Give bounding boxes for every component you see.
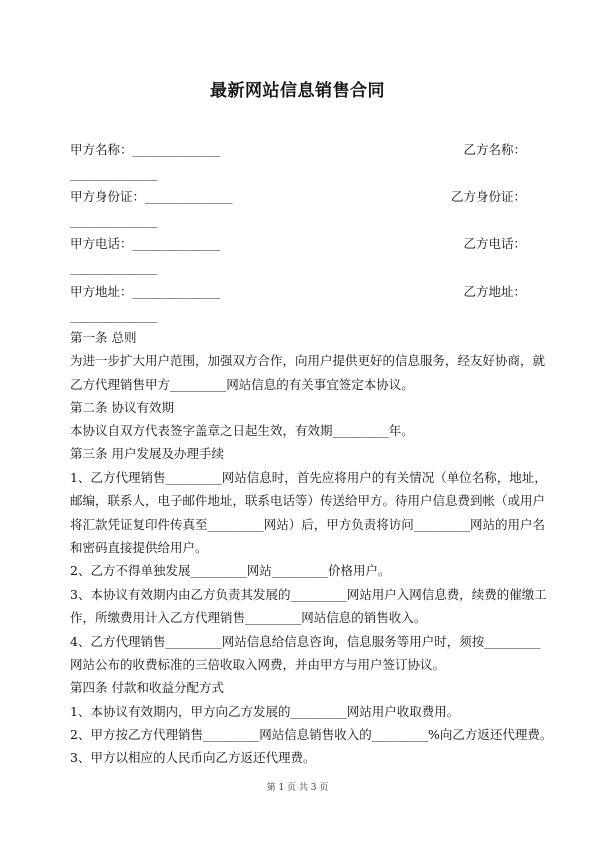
article-4-heading: 第四条 付款和收益分配方式 bbox=[70, 680, 224, 695]
body-line: 乙方代理销售甲方_________网站信息的有关事宜签定本协议。 bbox=[70, 377, 414, 392]
party-b-name-blank: ______________ bbox=[70, 166, 158, 181]
party-row-id bbox=[70, 189, 526, 205]
body-line: 1、本协议有效期内，甲方向乙方发展的_________网站用户收取费用。 bbox=[70, 704, 460, 719]
party-b-phone-blank: ______________ bbox=[70, 260, 158, 275]
party-a-name: 甲方名称：______________ bbox=[70, 142, 221, 157]
article-2-heading: 第二条 协议有效期 bbox=[70, 400, 174, 415]
body-line: 1、乙方代理销售_________网站信息时，首先应将用户的有关情况（单位名称，地址， bbox=[70, 470, 547, 485]
party-b-id-blank: ______________ bbox=[70, 213, 158, 228]
party-a-id: 甲方身份证：______________ bbox=[70, 189, 233, 204]
party-row-phone bbox=[70, 236, 526, 252]
body-line: 4、乙方代理销售_________网站信息给信息咨询，信息服务等用户时，须按_________ bbox=[70, 634, 541, 649]
party-b-phone: 乙方电话： bbox=[463, 236, 526, 251]
body-line: 2、乙方不得单独发展_________网站_________价格用户。 bbox=[70, 563, 391, 578]
party-row-name bbox=[70, 142, 526, 158]
article-1-heading: 第一条 总则 bbox=[70, 330, 137, 345]
body-line: 为进一步扩大用户范围，加强双方合作，向用户提供更好的信息服务，经友好协商，就 bbox=[70, 353, 546, 368]
document-title: 最新网站信息销售合同 bbox=[210, 81, 385, 101]
body-line: 3、本协议有效期内由乙方负责其发展的_________网站用户入网信息费，续费的催缴工 bbox=[70, 587, 547, 602]
body-line: 2、甲方按乙方代理销售_________网站信息销售收入的_________%向乙方返还代理费。 bbox=[70, 727, 553, 742]
page-footer: 第 1 页 共 3 页 bbox=[266, 783, 329, 793]
party-b-name: 乙方名称： bbox=[463, 142, 526, 157]
article-3-heading: 第三条 用户发展及办理手续 bbox=[70, 446, 224, 461]
party-a-phone: 甲方电话：______________ bbox=[70, 236, 221, 251]
body-line: 本协议自双方代表签字盖章之日起生效，有效期_________年。 bbox=[70, 423, 414, 438]
party-b-id: 乙方身份证： bbox=[450, 189, 526, 204]
body-line: 作，所缴费用计入乙方代理销售_________网站信息的销售收入。 bbox=[70, 610, 427, 625]
body-line: 和密码直接提供给用户。 bbox=[70, 540, 208, 555]
body-line: 3、甲方以相应的人民币向乙方返还代理费。 bbox=[70, 750, 316, 765]
body-line: 将汇款凭证复印件传真至_________网站）后，甲方负责将访问_________网站的用户名 bbox=[70, 517, 546, 532]
party-row-address bbox=[70, 284, 526, 300]
party-b-address: 乙方地址： bbox=[463, 284, 526, 299]
body-line: 邮编，联系人，电子邮件地址，联系电话等）传送给甲方。待用户信息费到帐（或用户 bbox=[70, 493, 546, 508]
party-a-address: 甲方地址：______________ bbox=[70, 284, 221, 299]
body-line: 网站公布的收费标准的三倍收取入网费，并由甲方与用户签订协议。 bbox=[70, 657, 446, 672]
party-b-address-blank: ______________ bbox=[70, 308, 158, 323]
